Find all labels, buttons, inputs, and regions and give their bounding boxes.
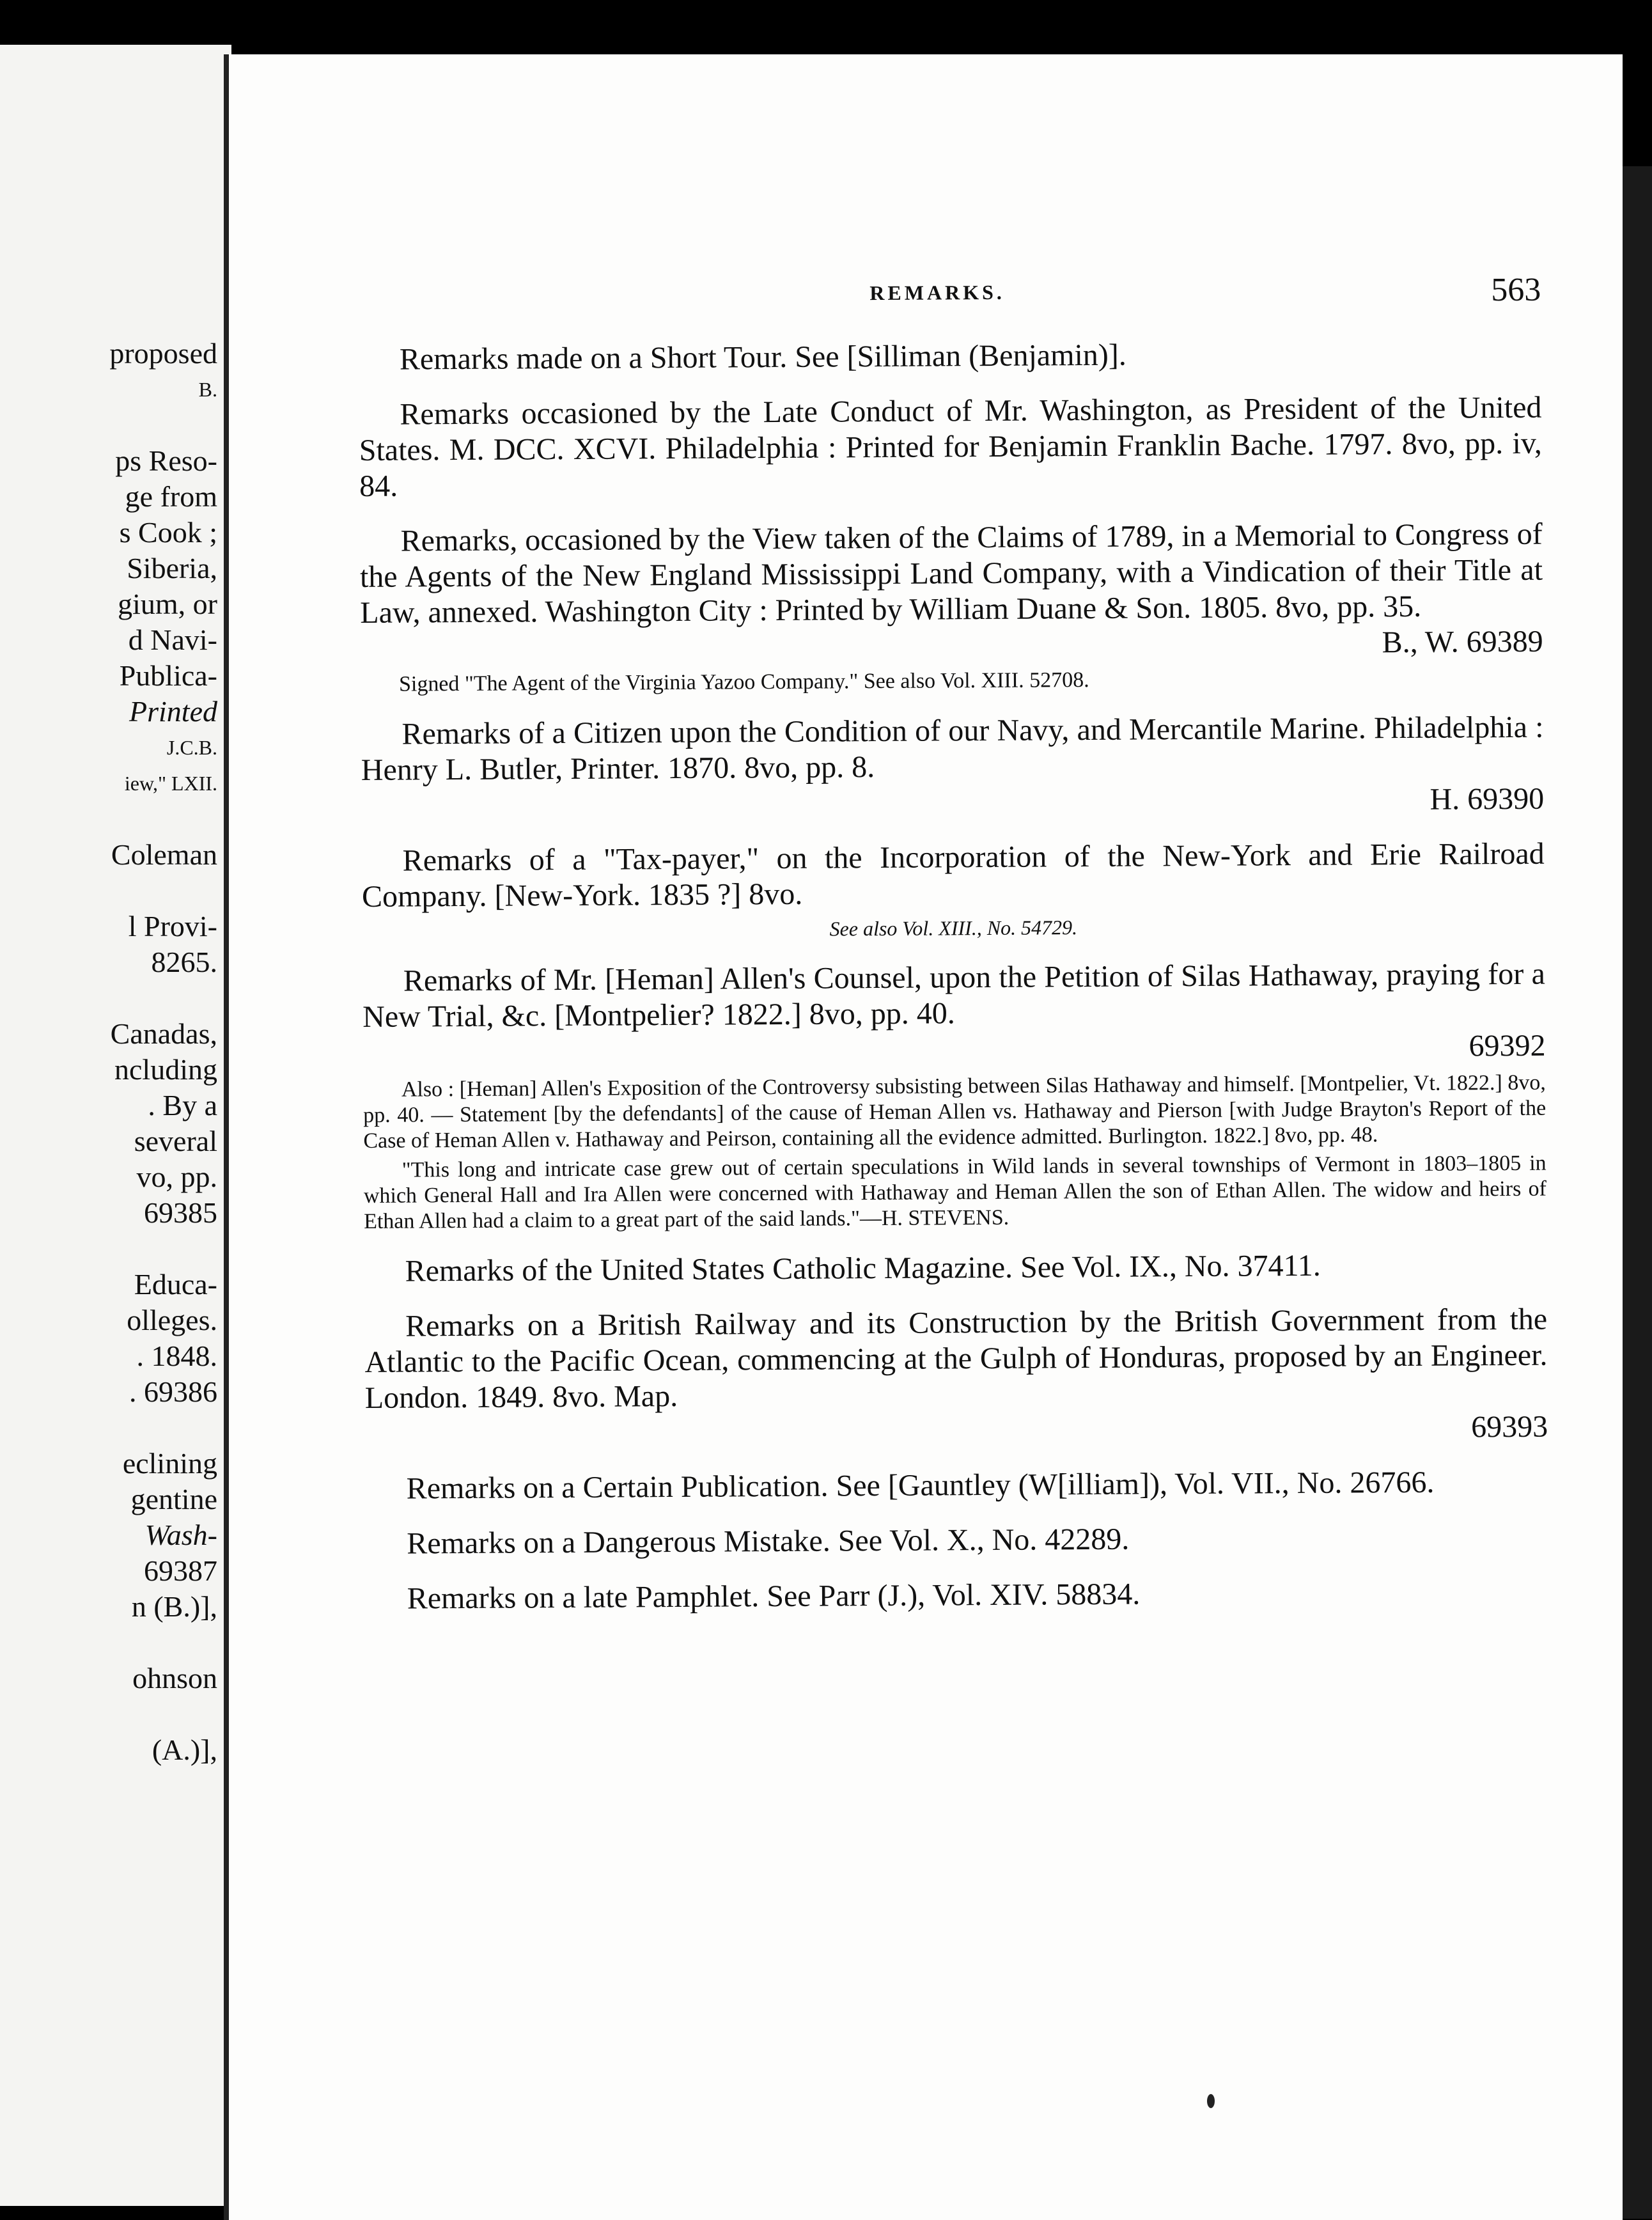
left-line: . 1848.	[136, 1340, 217, 1372]
entry-imprint: See [Silliman (Benjamin)].	[787, 338, 1126, 374]
entry-list	[359, 335, 1549, 1636]
page-content	[357, 47, 1552, 1616]
entry	[366, 1464, 1548, 1507]
left-line	[0, 1625, 217, 1661]
entry-title: Remarks, occasioned by the View taken of the Claims of 1789, in a Memorial to Congress of the Agents of the New England Mississippi Land Company, with a Vindication of their Title at Law, annexed.	[359, 517, 1543, 630]
entry-reference-number: 69392	[1469, 1028, 1546, 1063]
left-line: ge from	[125, 480, 217, 513]
left-line: Coleman	[111, 838, 217, 871]
entry	[364, 1302, 1548, 1452]
left-line	[0, 801, 217, 837]
entry-title: Remarks of a Citizen upon the Condition of our Navy, and Mercantile Marine.	[401, 711, 1366, 751]
entry-also-note: Also : [Heman] Allen's Exposition of the Controversy subsisting between Silas Hathaway and himself. [Montpelier, Vt. 1822.] 8vo, pp. 40. — Statement [by the defendants] of the cause of Heman Allen vs. Hathaway and Pierson [with Judge Brayton's Report of the Case of Heman Allen v. Hathaway and Peirson, containing all the evidence admitted. Burlington. 1822.] 8vo, pp. 48.	[363, 1070, 1547, 1153]
running-head	[358, 271, 1541, 323]
left-line: ncluding	[114, 1053, 217, 1086]
left-line: eclining	[122, 1447, 217, 1480]
left-line: d Navi-	[128, 623, 217, 656]
entry	[359, 390, 1542, 504]
left-line	[0, 1696, 217, 1732]
left-line: Printed	[129, 695, 217, 728]
left-line: . 69386	[129, 1375, 217, 1408]
left-line: n (B.)],	[131, 1590, 217, 1623]
left-line: . By a	[148, 1089, 217, 1122]
left-line: olleges.	[127, 1304, 217, 1336]
entry-imprint: M. DCC. XCVI. Philadelphia : Printed for Benjamin Franklin Bache. 1797. 8vo, pp. iv, 84.	[359, 426, 1542, 503]
entry-reference-number: 69393	[1470, 1409, 1548, 1444]
entry-note: Signed "The Agent of the Virginia Yazoo Company." See also Vol. XIII. 52708.	[398, 668, 1089, 696]
left-line	[0, 873, 217, 909]
entry-imprint: [Montpelier? 1822.] 8vo, pp. 40.	[547, 996, 955, 1033]
book-page	[224, 54, 1623, 2220]
entry-title: Remarks on a British Railway and its Construction by the British Government from the Atlantic to the Pacific Ocean, commencing at the Gulph of Honduras, proposed by an Engineer.	[364, 1302, 1548, 1379]
left-line: 69385	[144, 1196, 217, 1229]
left-line: 8265.	[151, 946, 217, 978]
left-line: Canadas,	[110, 1017, 217, 1050]
left-line: ohnson	[132, 1662, 217, 1694]
entry-imprint: Philadelphia : Henry L. Butler, Printer. 1870. 8vo, pp. 8.	[361, 710, 1544, 787]
left-line: (A.)],	[152, 1733, 217, 1766]
entry-title: Remarks on a late Pamphlet.	[407, 1579, 760, 1616]
entry	[362, 957, 1547, 1235]
entry-title: Remarks of the United States Catholic Magazine.	[405, 1250, 1013, 1288]
entry	[366, 1519, 1548, 1562]
left-line	[0, 1231, 217, 1267]
running-head-title: REMARKS.	[869, 280, 1005, 305]
page-edge-shadow	[1617, 166, 1652, 2219]
left-line: s Cook ;	[119, 516, 217, 549]
left-line	[0, 407, 217, 443]
page-number: 563	[1491, 271, 1541, 309]
left-line: several	[134, 1125, 217, 1157]
entry-see-also: See also Vol. XIII., No. 54729.	[829, 916, 1078, 941]
left-line	[0, 1410, 217, 1446]
left-line: proposed	[109, 337, 217, 370]
entry	[359, 335, 1541, 378]
left-line: gium, or	[118, 588, 217, 620]
left-page-text	[0, 336, 217, 1768]
left-line: J.C.B.	[166, 736, 217, 759]
entry-title: Remarks occasioned by the Late Conduct of Mr. Washington, as President of the United States.	[359, 390, 1542, 467]
entry-imprint: [New-York. 1835 ?] 8vo.	[487, 877, 803, 913]
entry-title: Remarks of a "Tax-payer," on the Incorporation of the New-York and Erie Railroad Company.	[361, 836, 1545, 914]
entry-quote: "This long and intricate case grew out of certain speculations in Wild lands in several townships of Vermont in 1803–1805 in which General Hall and Ira Allen were concerned with Hathaway and Heman Allen the son of Ethan Allen. The widow and heirs of Ethan Allen had a claim to a great part of the said lands."—H. STEVENS.	[363, 1151, 1547, 1233]
entry	[361, 710, 1544, 824]
entry-title: Remarks of Mr. [Heman] Allen's Counsel, upon the Petition of Silas Hathaway, praying for a New Trial, &c.	[362, 957, 1545, 1034]
entry-imprint: See Parr (J.), Vol. XIV. 58834.	[759, 1577, 1141, 1614]
entry-title: Remarks on a Certain Publication.	[406, 1469, 829, 1506]
left-facing-page	[0, 45, 231, 2206]
entry	[364, 1247, 1547, 1290]
left-line: iew," LXII.	[124, 772, 217, 795]
entry-title: Remarks on a Dangerous Mistake.	[407, 1524, 830, 1561]
left-line: B.	[198, 378, 217, 401]
entry-reference-number: B., W. 69389	[1382, 624, 1543, 660]
left-line: Wash-	[144, 1519, 217, 1551]
left-line: vo, pp.	[136, 1161, 217, 1193]
entry-imprint: See Vol. IX., No. 37411.	[1012, 1248, 1321, 1285]
left-line: ps Reso-	[115, 444, 217, 477]
left-line: Educa-	[134, 1268, 217, 1301]
entry-imprint: London. 1849. 8vo. Map.	[364, 1379, 678, 1415]
entry-imprint: See Vol. X., No. 42289.	[830, 1522, 1130, 1558]
ink-speck	[1207, 2094, 1215, 2108]
entry-reference-number: H. 69390	[1430, 781, 1545, 817]
left-line: gentine	[130, 1483, 217, 1515]
entry-title: Remarks made on a Short Tour.	[399, 340, 788, 377]
entry-imprint: Washington City : Printed by William Duane & Son. 1805. 8vo, pp. 35.	[538, 589, 1422, 629]
entry	[366, 1574, 1549, 1617]
entry-imprint: See [Gauntley (W[illiam]), Vol. VII., No. 26766.	[828, 1465, 1435, 1503]
entry	[362, 836, 1545, 944]
left-line: l Provi-	[128, 910, 217, 942]
entry	[359, 517, 1543, 698]
left-line: 69387	[144, 1554, 217, 1587]
left-line: Siberia,	[127, 552, 217, 584]
left-line: Publica-	[119, 659, 217, 692]
left-line	[0, 980, 217, 1016]
